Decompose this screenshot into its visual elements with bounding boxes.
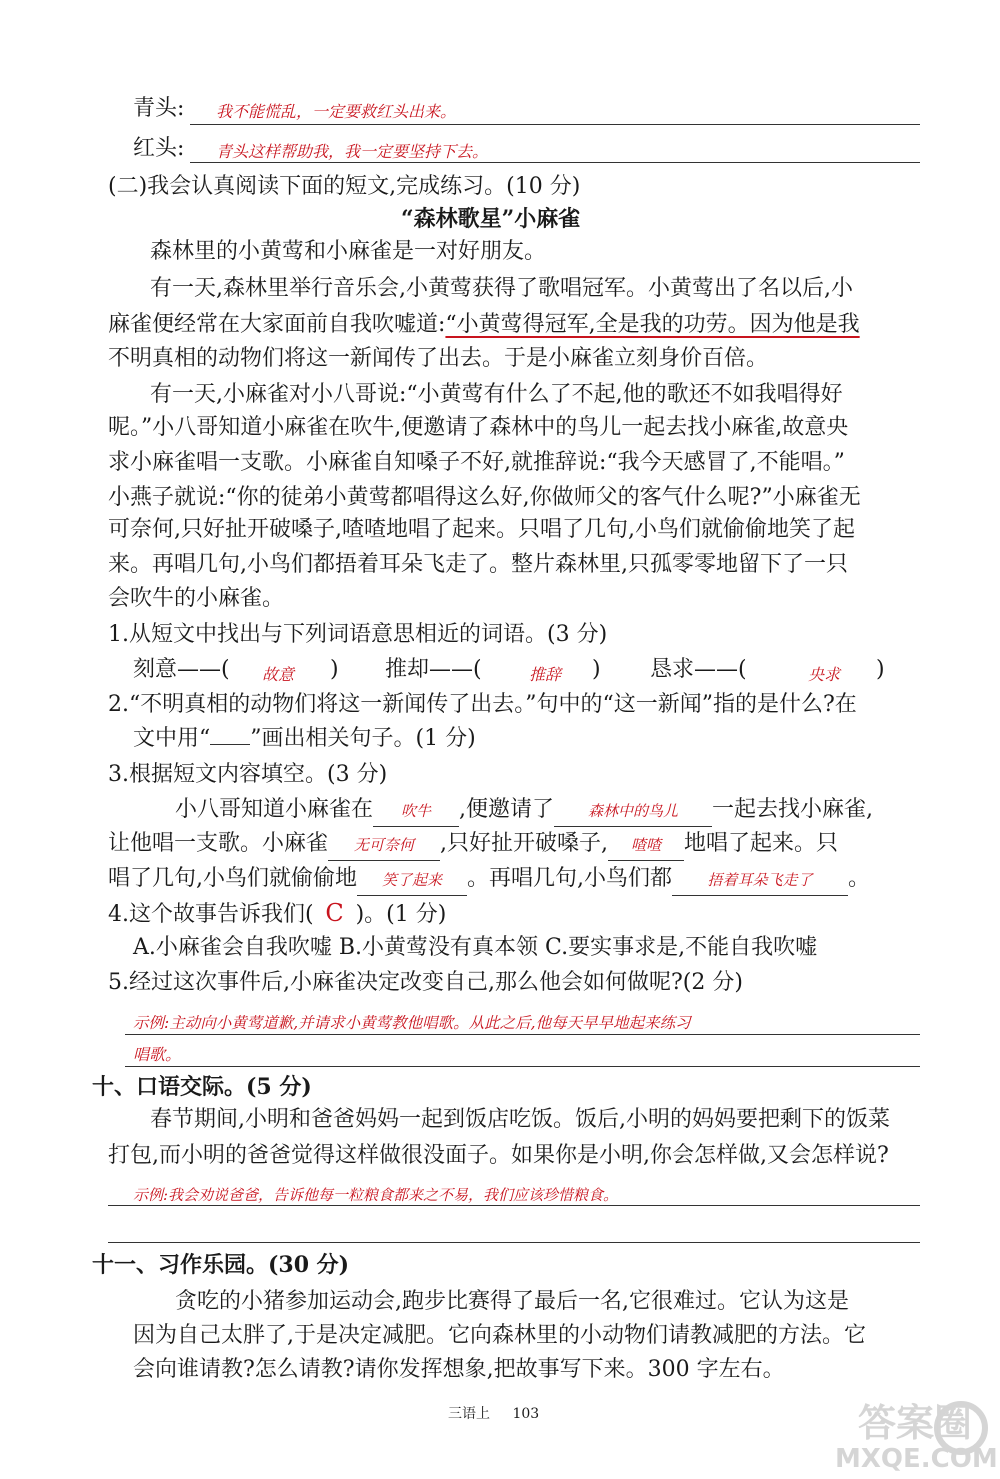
q3-text: 小八哥知道小麻雀在 (175, 797, 374, 822)
story-line: 来。再唱几句,小鸟们都捂着耳朵飞走了。整片森林里,只孤零零地留下了一只 (108, 552, 848, 577)
section11-line: 贪吃的小猪参加运动会,跑步比赛得了最后一名,它很难过。它认为这是 (175, 1289, 849, 1314)
q3-text: 唱了几句,小鸟们就偷偷地 (108, 866, 357, 891)
q3-blank-3 (328, 829, 440, 861)
story-line: 小燕子就说:“你的徒弟小黄莺都唱得这么好,你做师父的客气什么呢?”小麻雀无 (108, 485, 861, 510)
q1-close: ) (592, 657, 601, 682)
story-line (108, 310, 860, 340)
answer-line (108, 1205, 920, 1206)
section10-heading: 十、口语交际。(5 分) (92, 1074, 312, 1100)
answer-line (125, 1066, 920, 1067)
qingtou-label: 青头: (133, 96, 185, 121)
footer (448, 1399, 539, 1429)
question-2-line: 2.“不明真相的动物们将这一新闻传了出去。”句中的“这一新闻”指的是什么?在 (108, 692, 857, 717)
story-line (108, 344, 768, 374)
q3-blank-5 (357, 864, 467, 896)
question-3-stem: 3.根据短文内容填空。(3 分) (108, 762, 388, 787)
underlined-sentence: “小黄莺得冠军,全是我的功劳。因为他是我 (445, 312, 860, 337)
story-line: 求小麻雀唱一支歌。小麻雀自知嗓子不好,就推辞说:“我今天感冒了,不能唱。” (108, 450, 845, 475)
story-text: 麻雀便经常在大家面前自我吹嘘道: (108, 312, 446, 337)
q3-text: 。再唱几句,小鸟们都 (467, 866, 672, 891)
story-title: “森林歌星”小麻雀 (401, 206, 581, 232)
story-text: 不明真相的动物们将这一新闻传了出去。于是小麻雀立刻身价百倍。 (108, 346, 769, 371)
answer-line (108, 1242, 920, 1243)
q1-word-3: 恳求——( (650, 657, 747, 682)
q4-answer: C (325, 899, 344, 927)
story-line: 呢。”小八哥知道小麻雀在吹牛,便邀请了森林中的鸟儿一起去找小麻雀,故意央 (108, 415, 849, 440)
section11-heading: 十一、习作乐园。(30 分) (92, 1252, 350, 1278)
q3-line-2 (108, 829, 838, 861)
footer-label: 三语上 (448, 1406, 490, 1422)
q2-underline-sample (210, 724, 250, 745)
q3-answer-6: 捂着耳朵飞走了 (707, 871, 813, 889)
q3-blank-4 (608, 829, 684, 861)
section10-line: 春节期间,小明和爸爸妈妈一起到饭店吃饭。饭后,小明的妈妈要把剩下的饭菜 (150, 1107, 890, 1132)
answer-line (190, 124, 920, 125)
q2-text: 文中用“ (133, 726, 211, 751)
q3-answer-4: 喳喳 (631, 836, 662, 854)
section11-line: 会向谁请教?怎么请教?请你发挥想象,把故事写下来。300 字左右。 (133, 1357, 785, 1382)
section11-line: 因为自己太胖了,于是决定减肥。它向森林里的小动物们请教减肥的方法。它 (133, 1323, 866, 1348)
q3-line-3 (108, 864, 870, 896)
answer-line (190, 162, 920, 163)
watermark-logo (835, 1400, 998, 1476)
question-1-stem: 1.从短文中找出与下列词语意思相近的词语。(3 分) (108, 622, 608, 647)
hongtou-answer: 青头这样帮助我，我一定要坚持下去。 (216, 142, 489, 161)
q3-answer-3: 无可奈何 (354, 836, 415, 854)
question-4-stem (108, 898, 446, 930)
q3-text: ,只好扯开破嗓子, (440, 831, 609, 856)
story-paragraph: 森林里的小黄莺和小麻雀是一对好朋友。 (150, 239, 547, 264)
q3-text: 一起去找小麻雀, (712, 797, 874, 822)
q3-text: 。 (848, 866, 871, 891)
hongtou-label: 红头: (133, 136, 185, 161)
story-line: 会吹牛的小麻雀。 (108, 586, 285, 611)
question-2-line (133, 724, 476, 754)
story-line: 有一天,小麻雀对小八哥说:“小黄莺有什么了不起,他的歌还不如我唱得好 (150, 382, 843, 407)
q1-answer-2: 推辞 (529, 665, 562, 684)
q1-word-1: 刻意——( (133, 657, 230, 682)
q3-line-1 (175, 795, 873, 827)
section2-heading: (二)我会认真阅读下面的短文,完成练习。(10 分) (108, 174, 581, 199)
q4-options: A.小麻雀会自我吹嘘 B.小黄莺没有真本领 C.要实事求是,不能自我吹嘘 (133, 935, 818, 960)
section10-line: 打包,而小明的爸爸觉得这样做很没面子。如果你是小明,你会怎样做,又会怎样说? (108, 1143, 889, 1168)
q1-answer-1: 故意 (262, 665, 295, 684)
q3-answer-5: 笑了起来 (381, 871, 442, 889)
q1-word-2: 推却——( (385, 657, 482, 682)
q5-answer-line-2: 唱歌。 (133, 1045, 182, 1064)
q3-text: 地唱了起来。只 (684, 831, 839, 856)
q2-text: ”画出相关句子。(1 分) (250, 726, 476, 751)
question-5-stem: 5.经过这次事件后,小麻雀决定改变自己,那么他会如何做呢?(2 分) (108, 970, 743, 995)
q5-answer-line-1: 示例:主动向小黄莺道歉,并请求小黄莺教他唱歌。从此之后,他每天早早地起来练习 (133, 1014, 691, 1032)
q3-blank-1 (373, 795, 459, 827)
q1-close: ) (876, 657, 885, 682)
qingtou-answer: 我不能慌乱，一定要救红头出来。 (216, 102, 457, 121)
q3-text: ,便邀请了 (459, 797, 555, 822)
story-line: 有一天,森林里举行音乐会,小黄莺获得了歌唱冠军。小黄莺出了名以后,小 (150, 276, 853, 301)
answer-line (125, 1034, 920, 1035)
q1-answer-3: 央求 (808, 665, 841, 684)
q3-answer-2: 森林中的鸟儿 (588, 802, 679, 820)
section10-answer: 示例:我会劝说爸爸，告诉他每一粒粮食都来之不易，我们应该珍惜粮食。 (133, 1186, 619, 1204)
q4-text: 4.这个故事告诉我们( (108, 902, 314, 927)
story-line: 可奈何,只好扯开破嗓子,喳喳地唱了起来。只唱了几句,小鸟们就偷偷地笑了起 (108, 517, 855, 542)
page-number: 103 (512, 1406, 540, 1422)
watermark-domain: MXQE.COM (835, 1444, 998, 1474)
q3-blank-6 (672, 864, 848, 896)
q3-blank-2 (554, 795, 712, 827)
q3-answer-1: 吹牛 (401, 802, 432, 820)
watermark-text: 答案圈 (857, 1401, 972, 1445)
q4-text: )。(1 分) (355, 902, 447, 927)
q1-close: ) (330, 657, 339, 682)
q3-text: 让他唱一支歌。小麻雀 (108, 831, 329, 856)
